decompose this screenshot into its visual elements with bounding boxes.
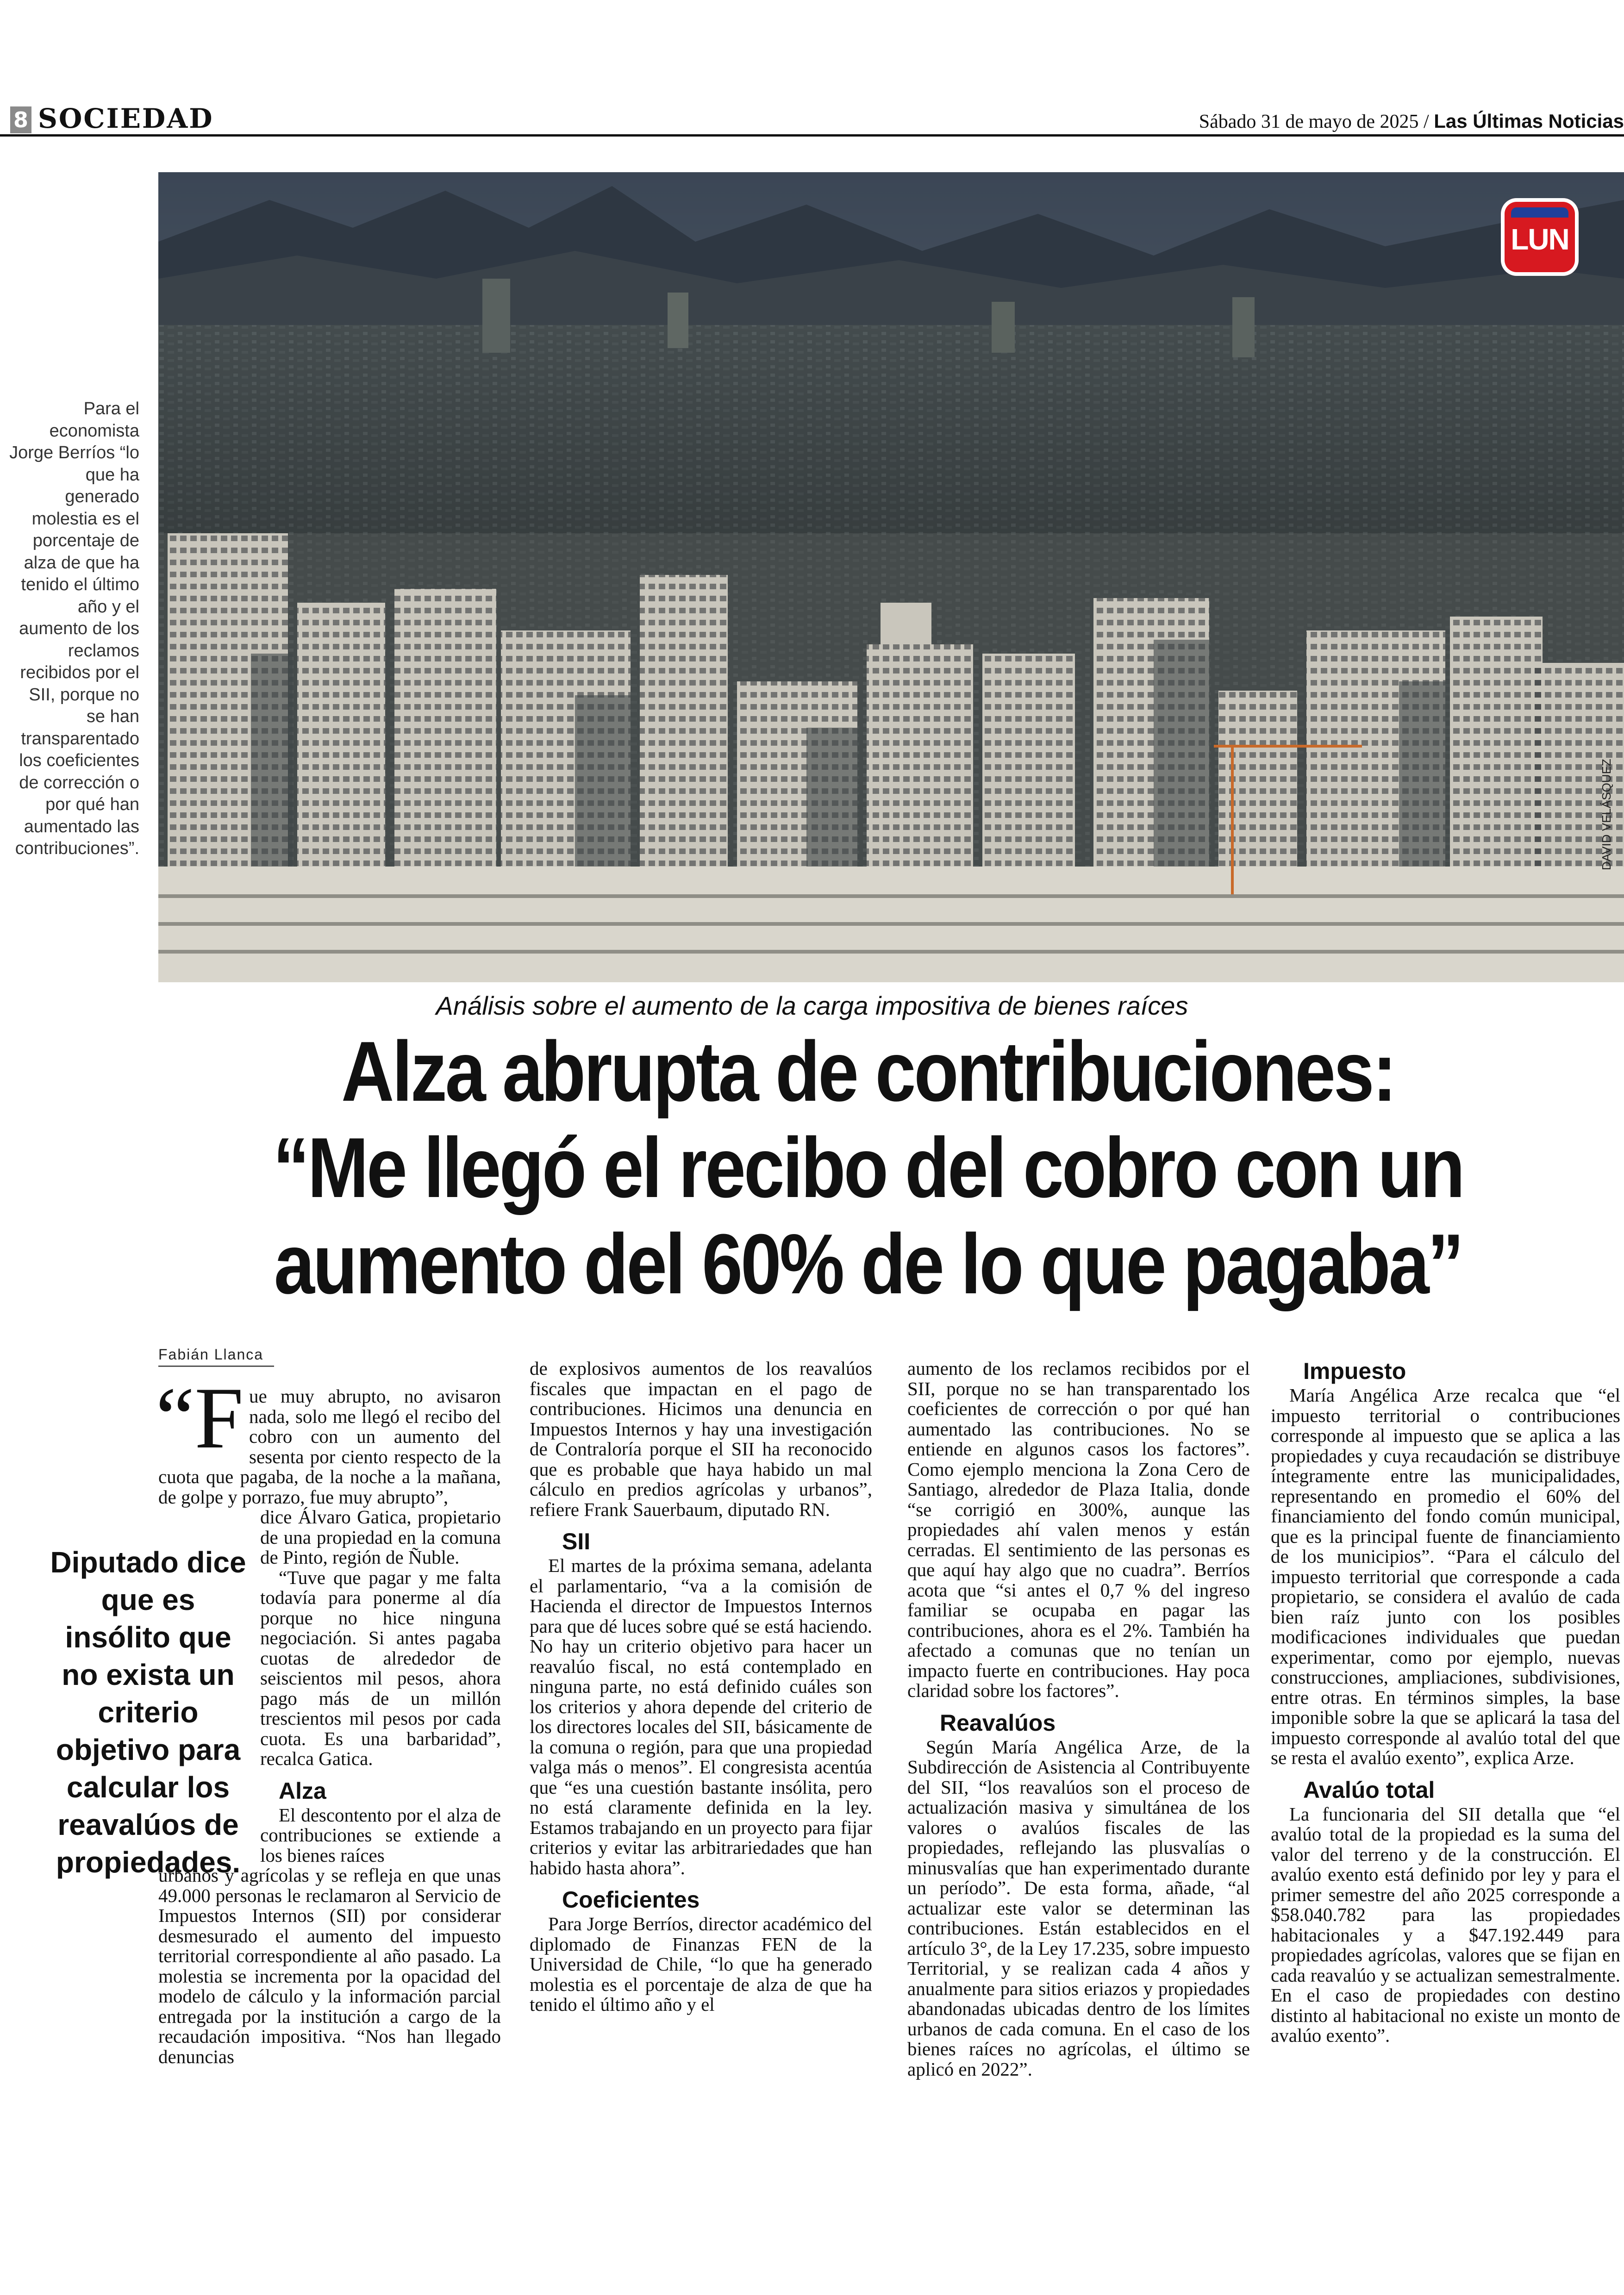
paragraph: Según María Angélica Arze, de la Subdirección de Asistencia al Contribuyente del SII, “los reavalúos son el proceso de actualización masiva y simultánea de los valores o avalúos fiscales de las propiedades, reflejando las plusvalías o minusvalías que han experimentado durante un período”. De esta forma, añade, “al actualizar este valor se determinan las contribuciones. Están establecidos en el artículo 3°, de la Ley 17.235, sobre impuesto Territorial, y se realizan cada 4 años y anualmente para sitios eriazos y propiedades abandonadas ubicadas dentro de los límites urbanos de cada comuna. En el caso de los bienes raíces no agrícolas, el último se aplicó en 2022”. bbox=[907, 1736, 1250, 2080]
subheading-reavaluos: Reavalúos bbox=[940, 1709, 1056, 1736]
drop-cap: “F bbox=[156, 1370, 244, 1467]
section-title: SOCIEDAD bbox=[38, 103, 214, 134]
dateline-separator: / bbox=[1424, 111, 1429, 132]
city-skyline-photo bbox=[158, 172, 1624, 982]
logo-band bbox=[1511, 207, 1568, 218]
newspaper-name: Las Últimas Noticias bbox=[1434, 110, 1624, 132]
issue-date: Sábado 31 de mayo de 2025 bbox=[1199, 111, 1419, 132]
subheading-alza: Alza bbox=[279, 1777, 326, 1804]
paragraph: “Tuve que pagar y me falta todavía para ponerme al día porque no hice ninguna negociación. Si antes pagaba cuotas de alrededor de seiscientos mil pesos, ahora pago más de un millón trescientos mil pesos por cada cuota. Es una barbaridad”, recalca Gatica. bbox=[260, 1566, 501, 1769]
paragraph: de explosivos aumentos de los reavalúos fiscales que impactan en el pago de contribuciones. Hicimos una denuncia en Impuestos Internos y hay una investigación de Contraloría porque el SII ha reconocido que es probable que haya habido un mal cálculo en predios agrícolas y urbanos”, refiere Frank Sauerbaum, diputado RN. bbox=[530, 1358, 872, 1520]
header-rule bbox=[0, 134, 1624, 137]
paragraph: Para Jorge Berríos, director académico del diplomado de Finanzas FEN de la Universidad de Chile, “lo que ha generado molestia es el porcentaje de alza de que ha tenido el último año y el bbox=[530, 1913, 872, 2015]
paragraph: La funcionaria del SII detalla que “el avalúo total de la propiedad es la suma del valor del terreno y de la construcción. El avalúo exento está definido por ley y para el primer semestre del año 2025 corresponde a $58.040.782 para las propiedades habitacionales y a $47.192.449 para propiedades agrícolas, valores que se fijan en cada reavalúo y se actualizan semestralmente. En el caso de propiedades con destino distinto al habitacional no existe un monto de avalúo exento”. bbox=[1271, 1803, 1620, 2046]
headline-line-2: “Me llegó el recibo del cobro con un bbox=[273, 1120, 1463, 1215]
paragraph: dice Álvaro Gatica, propietario de una propiedad en la comuna de Pinto, región de Ñuble. bbox=[260, 1506, 501, 1568]
subheading-sii: SII bbox=[562, 1528, 591, 1554]
indented-block bbox=[260, 1507, 501, 1865]
dateline bbox=[1199, 110, 1624, 133]
photo-credit: DAVID VELÁSQUEZ bbox=[1599, 759, 1613, 870]
headline bbox=[221, 1023, 1515, 1312]
paragraph: aumento de los reclamos recibidos por el SII, porque no se han transparentado los coeficientes de corrección o por qué han aumentado las contribuciones. No se entiende en algunos casos los factores”. Como ejemplo menciona la Zona Cero de Santiago, alrededor de Plaza Italia, donde “se corrigió en 300%, aunque las propiedades ahí valen menos y están cerradas. El sentimiento de las personas es que aquí hay algo que no cuadra”. Berríos acota que “si antes el 0,7 % del ingreso familiar se ocupaba en pagar las contribuciones, ahora es el 2%. También ha afectado a comunas que no tenían un impacto fuerte en contribuciones. Hay poca claridad sobre los factores”. bbox=[907, 1358, 1250, 1701]
paragraph: ue muy abrupto, no avisaron nada, solo me llegó el recibo del cobro con un aumento del sesenta por ciento respecto de la cuota que pagaba, de la noche a la mañana, de golpe y porrazo, fue muy abrupto”, bbox=[158, 1385, 501, 1508]
skyline-illustration bbox=[158, 172, 1624, 982]
article-column-2 bbox=[530, 1359, 872, 2015]
paragraph: El descontento por el alza de contribuciones se extiende a los bienes raíces bbox=[260, 1804, 501, 1866]
article-column-1 bbox=[156, 1370, 501, 2067]
pull-quote: Diputado dice que es insólito que no exista un criterio objetivo para calcular los reavalúos de propiedades. bbox=[50, 1546, 246, 1879]
paragraph: urbanos y agrícolas y se refleja en que unas 49.000 personas le reclamaron al Servicio de Impuestos Internos (SII) por considerar desmesurado el aumento del impuesto territorial correspondiente al año pasado. La molestia se incrementa por la opacidad del modelo de cálculo y la información parcial entregada por la institución a cargo de la recaudación impositiva. “Nos han llegado denuncias bbox=[158, 1865, 501, 2067]
byline-rule bbox=[158, 1366, 274, 1367]
headline-line-3: aumento del 60% de lo que pagaba” bbox=[274, 1216, 1462, 1311]
subheading-avaluo-total: Avalúo total bbox=[1303, 1777, 1435, 1803]
subheading-coeficientes: Coeficientes bbox=[562, 1887, 700, 1913]
article-column-3 bbox=[907, 1359, 1250, 2079]
headline-line-1: Alza abrupta de contribuciones: bbox=[341, 1023, 1395, 1119]
photo-caption: Para el economista Jorge Berríos “lo que ha generado molestia es el porcentaje de alza de que ha tenido el último año y el aumento de los reclamos recibidos por el SII, porque no se han transparentado los coeficientes de corrección o por qué han aumentado las contribuciones”. bbox=[9, 399, 139, 858]
kicker: Análisis sobre el aumento de la carga impositiva de bienes raíces bbox=[436, 991, 1188, 1020]
logo-text: LUN bbox=[1511, 223, 1569, 256]
paragraph: El martes de la próxima semana, adelanta el parlamentario, “va a la comisión de Hacienda el director de Impuestos Internos para que dé luces sobre qué se está haciendo. No hay un criterio objetivo para hacer un reavalúo fiscal, no está contemplado en ninguna parte, no está definido cuáles son los criterios y ahora depende del criterio de los directores locales del SII, básicamente de la comuna o región, para que una propiedad valga más o menos”. El congresista acentúa que “es una cuestión bastante insólita, pero no está claramente definida en la ley. Estamos trabajando en un proyecto para fijar criterios y evitar las arbitrariedades que han habido hasta ahora”. bbox=[530, 1555, 872, 1878]
lun-logo bbox=[1501, 198, 1579, 276]
page-number: 8 bbox=[10, 106, 31, 133]
article-column-4 bbox=[1271, 1359, 1620, 2046]
paragraph: María Angélica Arze recalca que “el impuesto territorial o contribuciones corresponde al impuesto que se aplica a las propiedades y cuya recaudación se distribuye íntegramente entre las municipalidades, representando en promedio el 60% del financiamiento del fondo común municipal, que es la principal fuente de financiamiento de los municipios”. “Para el cálculo del impuesto territorial que corresponde a cada propietario, se considera el avalúo de cada bien raíz junto con los posibles modificaciones individuales que puedan experimentar, como por ejemplo, nuevas construcciones, ampliaciones, subdivisiones, entre otras. En términos simples, la base imponible sobre la que se aplicará la tasa del impuesto corresponde al avalúo total del que se resta el avalúo exento”, explica Arze. bbox=[1271, 1384, 1620, 1768]
byline: Fabián Llanca bbox=[158, 1346, 264, 1363]
subheading-impuesto: Impuesto bbox=[1303, 1358, 1406, 1384]
